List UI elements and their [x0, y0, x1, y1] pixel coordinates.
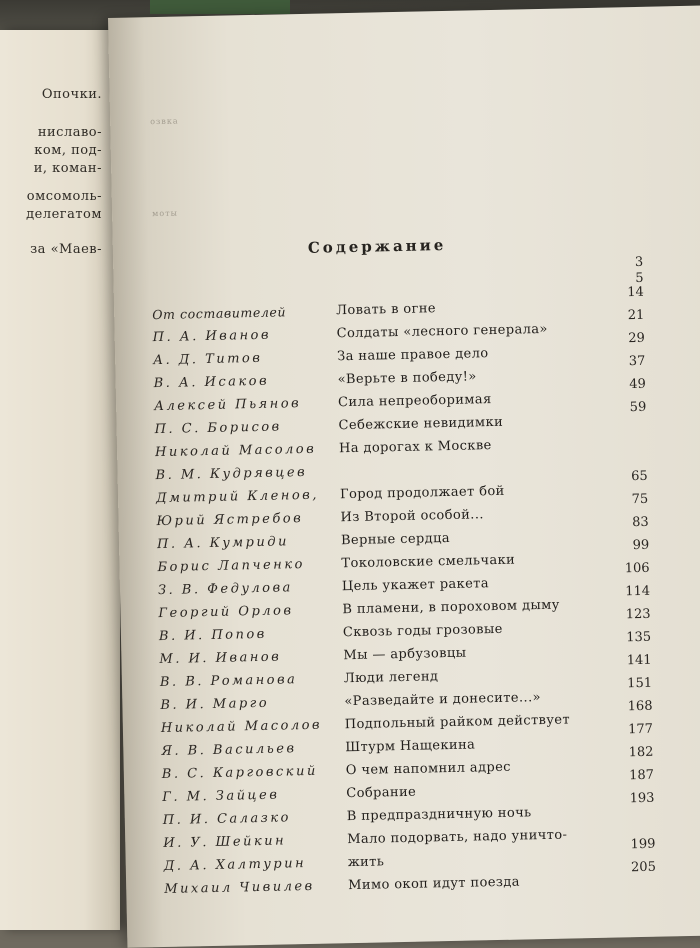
toc-author: В. А. Исаков	[153, 373, 270, 392]
toc-author: Г. М. Зайцев	[162, 787, 280, 806]
toc-page-number: 182	[628, 744, 654, 761]
toc-title: О чем напомнил адрес	[345, 759, 512, 779]
bleed-through-text: моты	[152, 208, 179, 219]
page-title: Содержание	[307, 235, 447, 257]
toc-author: П. С. Борисов	[154, 419, 282, 438]
toc-page-number: 114	[625, 583, 651, 600]
left-text-line: и, коман-	[33, 161, 102, 176]
left-text-line: за «Маев-	[30, 242, 102, 257]
toc-title: Из Второй особой...	[340, 507, 484, 526]
toc-author: В. В. Романова	[159, 672, 298, 691]
toc-page-number: 193	[629, 790, 655, 807]
left-page	[0, 30, 120, 930]
toc-author: М. И. Иванов	[159, 649, 282, 668]
toc-title: Люди легенд	[343, 669, 439, 687]
toc-title: Мы — арбузовцы	[343, 645, 467, 664]
toc-page-number: 135	[626, 629, 652, 646]
toc-page-number: 29	[628, 330, 645, 347]
toc-page-number: 99	[632, 537, 650, 554]
toc-page-number: 187	[628, 767, 655, 784]
toc-author: В. И. Марго	[160, 695, 270, 714]
left-text-line: омсомоль-	[26, 189, 102, 204]
toc-author: Алексей Пьянов	[153, 396, 302, 415]
toc-author: Николай Масолов	[154, 441, 317, 461]
toc-page-number: 177	[628, 721, 654, 738]
toc-author: В. М. Кудрявцев	[155, 464, 308, 484]
toc-page-number: 21	[627, 307, 645, 324]
toc-title: Штурм Нащекина	[345, 737, 476, 756]
toc-title: Ловать в огне	[336, 301, 437, 319]
toc-title: В предпраздничную ночь	[346, 805, 532, 825]
contents-page	[108, 5, 700, 947]
toc-author: От составителей	[152, 304, 287, 323]
toc-page-number: 75	[631, 491, 649, 508]
toc-author: Дмитрий Кленов,	[155, 487, 320, 507]
left-text-line: ниславо-	[37, 125, 102, 140]
toc-title: Сквозь годы грозовые	[342, 621, 503, 641]
toc-author: И. У. Шейкин	[163, 833, 287, 852]
toc-title: Собрание	[346, 784, 417, 802]
toc-page-number: 14	[627, 284, 645, 301]
toc-author: П. И. Салазко	[162, 810, 292, 829]
toc-author: Николай Масолов	[160, 717, 323, 737]
toc-title: Солдаты «лесного генерала»	[336, 321, 548, 342]
toc-author: Я. В. Васильев	[161, 741, 297, 760]
toc-title: За наше правое дело	[336, 346, 489, 365]
toc-author: П. А. Иванов	[152, 327, 272, 346]
toc-page-number: 37	[628, 353, 646, 370]
toc-author: Михаил Чивилев	[164, 878, 315, 898]
toc-author: П. А. Кумриди	[156, 534, 290, 553]
page-number: 5	[635, 270, 644, 287]
toc-author: А. Д. Титов	[153, 350, 263, 369]
toc-title: Цель укажет ракета	[341, 576, 490, 595]
toc-title: Мало подорвать, надо уничто-	[347, 827, 568, 848]
toc-title: Мимо окоп идут поезда	[348, 874, 521, 894]
toc-page-number: 65	[631, 468, 648, 485]
toc-author: З. В. Федулова	[157, 580, 294, 599]
toc-title: Себежские невидимки	[338, 414, 504, 434]
toc-title: Подпольный райком действует	[344, 712, 571, 733]
toc-page-number: 199	[630, 836, 656, 853]
toc-author: Борис Лапченко	[157, 556, 306, 576]
toc-title: «Верьте в победу!»	[337, 369, 477, 388]
toc-title: жить	[347, 854, 385, 871]
toc-title: «Разведайте и донесите...»	[344, 690, 542, 710]
bleed-through-text: озвка	[150, 116, 179, 127]
toc-page-number: 141	[626, 652, 652, 669]
toc-title: В пламени, в пороховом дыму	[342, 597, 560, 618]
toc-page-number: 106	[624, 560, 650, 577]
toc-title: Верные сердца	[340, 530, 451, 549]
toc-page-number: 123	[625, 606, 651, 623]
toc-page-number: 205	[630, 859, 657, 876]
toc-title: Сила непреоборимая	[337, 392, 492, 411]
left-text-line: делегатом	[26, 207, 102, 222]
toc-author: В. И. Попов	[158, 626, 267, 645]
page-number: 3	[634, 254, 644, 271]
left-text-line: ком, под-	[34, 143, 102, 158]
toc-title: На дорогах к Москве	[338, 438, 492, 457]
toc-page-number: 151	[627, 675, 653, 692]
left-text-line: Опочки.	[41, 87, 102, 102]
toc-title: Токоловские смельчаки	[341, 552, 516, 572]
toc-author: В. С. Карговский	[161, 763, 318, 783]
toc-page-number: 168	[627, 698, 653, 715]
toc-author: Юрий Ястребов	[156, 511, 304, 530]
toc-author: Д. А. Халтурин	[163, 856, 307, 875]
toc-title: Город продолжает бой	[339, 483, 505, 503]
toc-author: Георгий Орлов	[158, 603, 294, 622]
toc-page-number: 83	[631, 514, 649, 531]
toc-page-number: 49	[629, 376, 646, 393]
toc-page-number: 59	[629, 399, 647, 416]
book-cover-edge	[150, 0, 290, 14]
